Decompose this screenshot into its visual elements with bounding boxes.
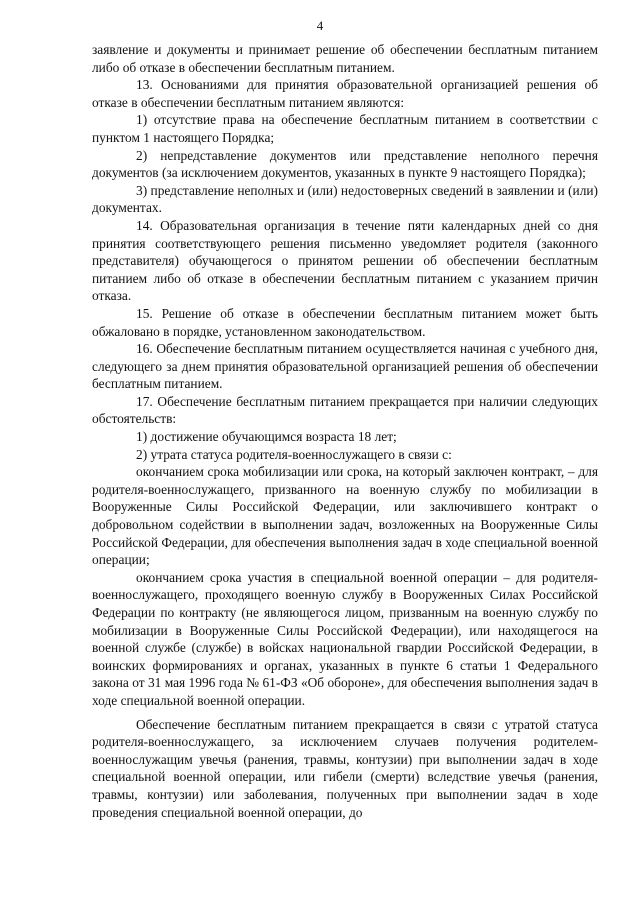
paragraph-16: 16. Обеспечение бесплатным питанием осуществляется начиная с учебного дня, следующего за днем принятия образовательной организацией решения об обеспечении бесплатным питанием. — [92, 341, 598, 392]
page-number: 4 — [316, 18, 324, 33]
paragraph-13: 13. Основаниями для принятия образовательной организацией решения об отказе в обеспечении бесплатным питанием являются: — [92, 77, 598, 110]
paragraph-13-item-2: 2) непредставление документов или представление неполного перечня документов (за исключением документов, указанных в пункте 9 настоящего Порядка); — [92, 147, 598, 181]
paragraph-14: 14. Образовательная организация в течение пяти календарных дней со дня принятия соответствующего решения письменно уведомляет родителя (законного представителя) обучающегося о принятом решении об обеспечении бесплатным питанием либо об отказе в обеспечении бесплатным питанием с указанием причин отказа. — [92, 217, 598, 304]
paragraph-13-item-1: 1) отсутствие права на обеспечение бесплатным питанием в соответствии с пунктом 1 настоящего Порядка; — [92, 112, 598, 145]
document-body — [92, 41, 598, 821]
paragraph-15: 15. Решение об отказе в обеспечении бесплатным питанием может быть обжаловано в порядке, установленном законодательством. — [92, 305, 598, 339]
paragraph-mobilization-end: окончанием срока мобилизации или срока, на который заключен контракт, – для родителя-военнослужащего, призванного на военную службу по мобилизации в Вооруженные Силы Российской Федерации, или заключившего контракт о добровольном содействии в выполнении задач, возложенных на Вооруженные Силы Российской Федерации, для обеспечения выполнения задач в ходе специальной военной операции; — [92, 464, 598, 568]
paragraph-participation-end: окончанием срока участия в специальной военной операции – для родителя-военнослужащего, проходящего военную службу в Вооруженных Силах Российской Федерации по контракту (не являющегося лицом, призванным на военную службу по мобилизации в Вооруженные Силы Российской Федерации), или находящегося на военной службе (службе) в войсках национальной гвардии Российской Федерации, в воинских формированиях и органах, указанных в пункте 6 статьи 1 Федерального закона от 31 мая 1996 года № 61-ФЗ «Об обороне», для обеспечения выполнения задач в ходе специальной военной операции. — [92, 569, 598, 708]
paragraph-13-item-3: 3) представление неполных и (или) недостоверных сведений в заявлении и (или) документах. — [92, 182, 598, 216]
paragraph-17: 17. Обеспечение бесплатным питанием прекращается при наличии следующих обстоятельств: — [92, 393, 598, 427]
paragraph-17-item-2: 2) утрата статуса родителя-военнослужащего в связи с: — [136, 446, 452, 462]
paragraph-17-item-1: 1) достижение обучающимся возраста 18 лет; — [136, 429, 397, 445]
paragraph-continuation: заявление и документы и принимает решение об обеспечении бесплатным питанием либо об отказе в обеспечении бесплатным питанием. — [92, 42, 598, 75]
paragraph-termination: Обеспечение бесплатным питанием прекращается в связи с утратой статуса родителя-военнослужащего, за исключением случаев получения родителем-военнослужащим увечья (ранения, травмы, контузии) при выполнении задач в ходе специальной военной операции, или гибели (смерти) вследствие увечья (ранения, травмы, контузии) или заболевания, полученных при выполнении задач в ходе проведения специальной военной операции, до — [92, 716, 598, 820]
